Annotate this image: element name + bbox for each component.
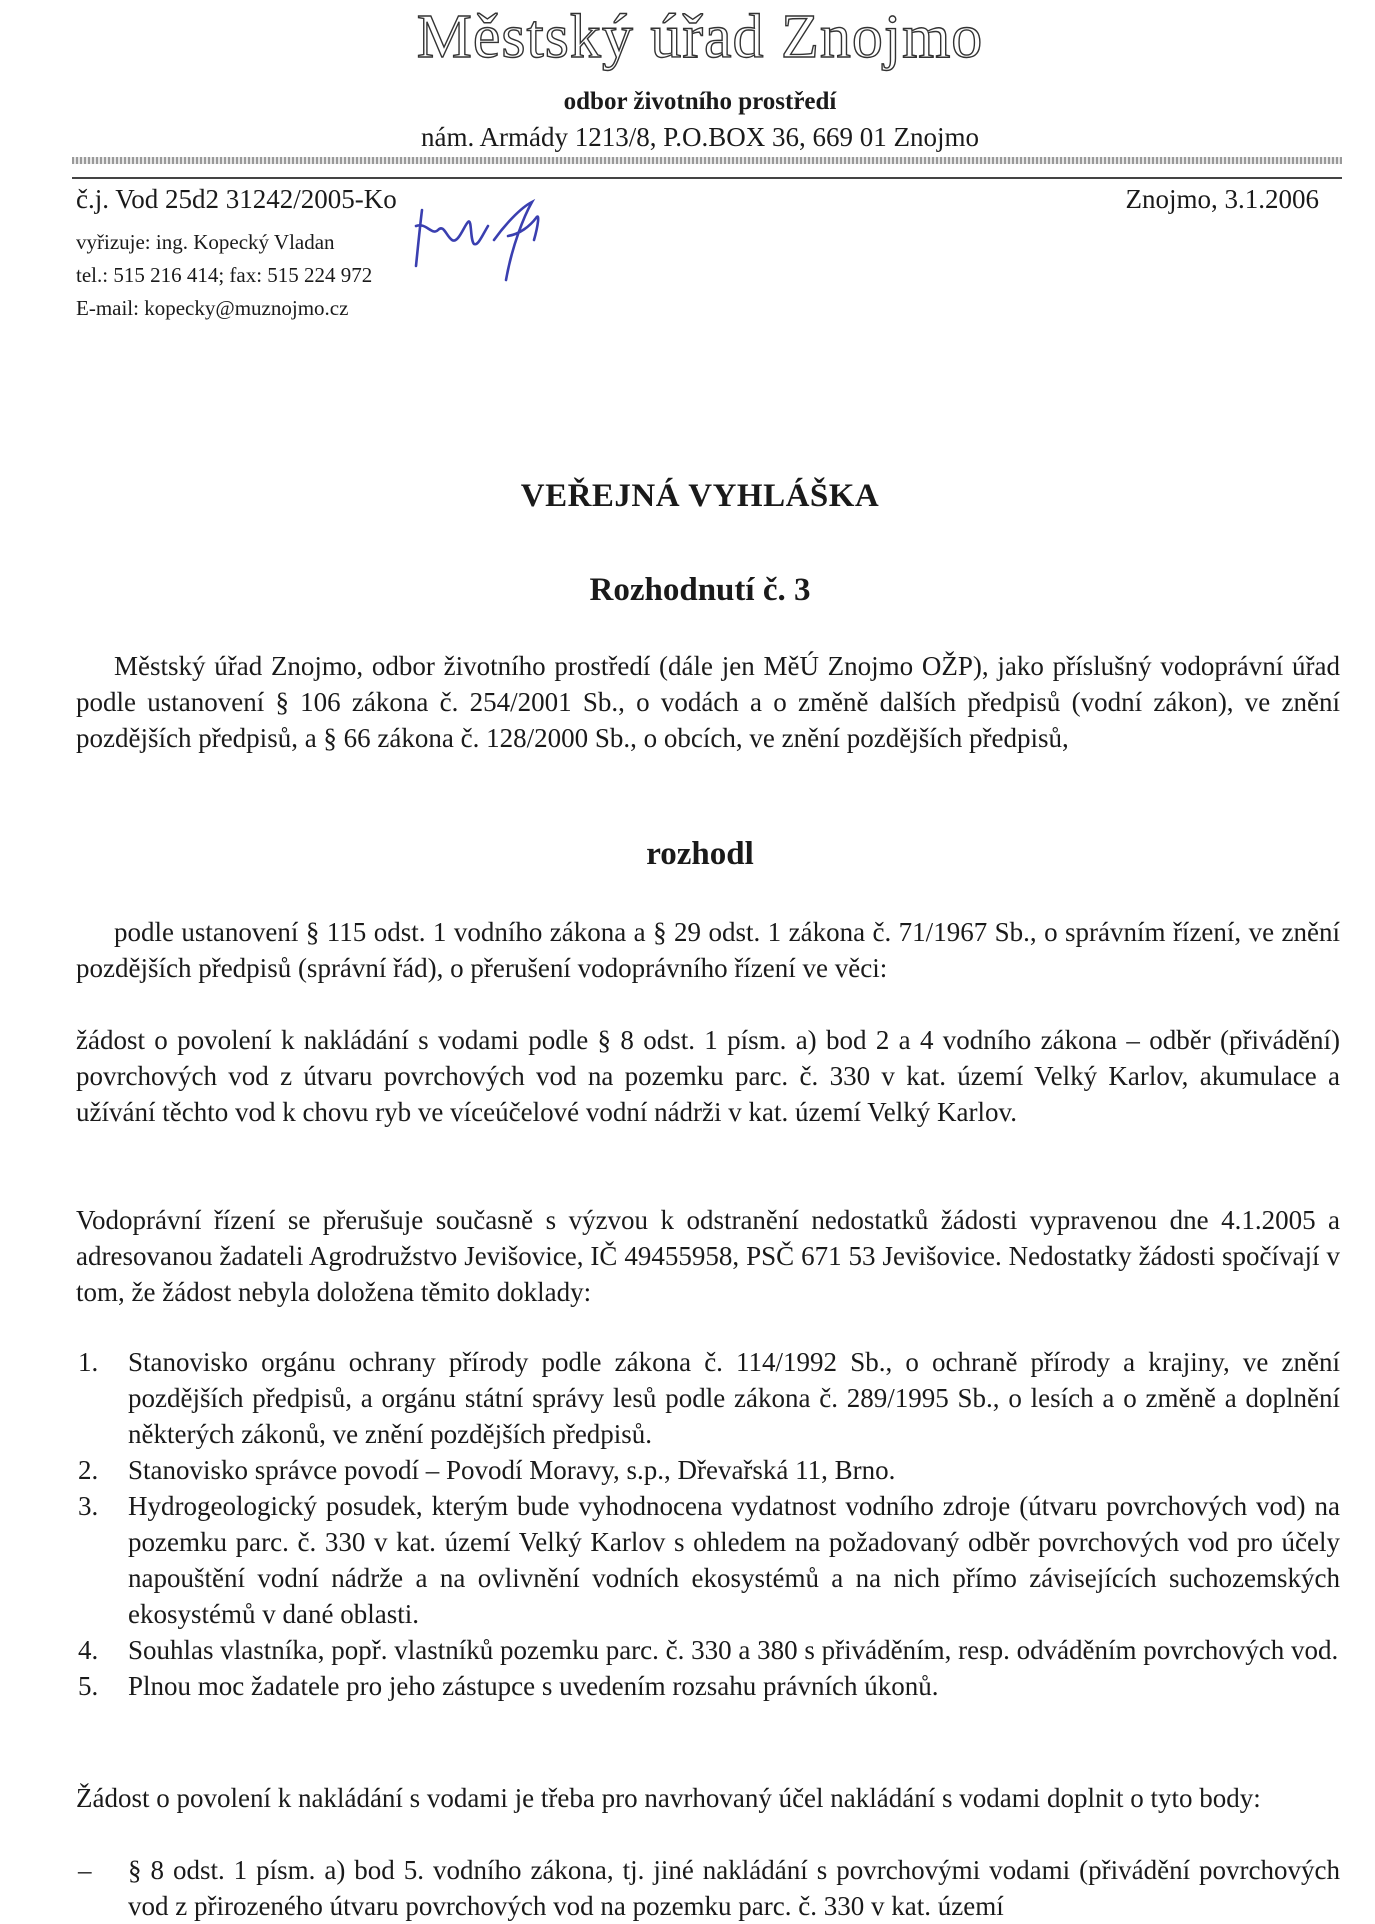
list-number: 5. bbox=[78, 1671, 99, 1701]
reference-number: č.j. Vod 25d2 31242/2005-Ko bbox=[76, 184, 397, 214]
list-text: § 8 odst. 1 písm. a) bod 5. vodního zákona, tj. jiné nakládání s povrchovými vodami (přivádění povrchových vod z přirozeného útvaru povrchových vod na pozemku parc. č. 330 v kat. území bbox=[128, 1855, 1340, 1921]
list-text: Hydrogeologický posudek, kterým bude vyhodnocena vydatnost vodního zdroje (útvaru povrchových vod) na pozemku parc. č. 330 v kat. území Velký Karlov s ohledem na požadovaný odběr povrchových vod pro účely napouštění vodní nádrže a na ovlivnění vodních ekosystémů a na nich přímo závisejících suchozemských ekosystémů v dané oblasti. bbox=[128, 1491, 1340, 1629]
handwritten-signature bbox=[408, 196, 568, 296]
contact-block bbox=[76, 226, 372, 325]
header-divider-dotted bbox=[72, 157, 1342, 164]
list-text: Plnou moc žadatele pro jeho zástupce s uvedením rozsahu právních úkonů. bbox=[128, 1671, 939, 1701]
org-name: Městský úřad Znojmo bbox=[416, 3, 984, 71]
legal-basis-paragraph: podle ustanovení § 115 odst. 1 vodního zákona a § 29 odst. 1 zákona č. 71/1967 Sb., o správním řízení, ve znění pozdějších předpisů (správní řád), o přerušení vodoprávního řízení ve věci: bbox=[76, 917, 1340, 983]
place-date: Znojmo, 3.1.2006 bbox=[1125, 184, 1319, 214]
list-item bbox=[76, 1488, 1340, 1632]
subject-paragraph: žádost o povolení k nakládání s vodami podle § 8 odst. 1 písm. a) bod 2 a 4 vodního zákona – odběr (přivádění) povrchových vod z útvaru povrchových vod na pozemku parc. č. 330 v kat. území Velký Karlov, akumulace a užívání těchto vod k chovu ryb ve víceúčelové vodní nádrži v kat. území Velký Karlov. bbox=[76, 1025, 1340, 1127]
list-number: 3. bbox=[78, 1491, 99, 1521]
list-text: Souhlas vlastníka, popř. vlastníků pozemku parc. č. 330 a 380 s přiváděním, resp. odváděním povrchových vod. bbox=[128, 1635, 1339, 1665]
email-line: E-mail: kopecky@muznojmo.cz bbox=[76, 296, 349, 320]
decided-heading: rozhodl bbox=[646, 836, 754, 872]
list-item bbox=[76, 1852, 1340, 1924]
list-number: 4. bbox=[78, 1635, 99, 1665]
intro-paragraph: Městský úřad Znojmo, odbor životního prostředí (dále jen MěÚ Znojmo OŽP), jako příslušný vodoprávní úřad podle ustanovení § 106 zákona č. 254/2001 Sb., o vodách a o změně dalších předpisů (vodní zákon), ve znění pozdějších předpisů, a § 66 zákona č. 128/2000 Sb., o obcích, ve znění pozdějších předpisů, bbox=[76, 651, 1340, 753]
supplement-paragraph: Žádost o povolení k nakládání s vodami je třeba pro navrhovaný účel nakládání s vodami doplnit o tyto body: bbox=[76, 1783, 1261, 1813]
list-item bbox=[76, 1668, 1340, 1704]
missing-documents-list bbox=[76, 1344, 1340, 1704]
interruption-paragraph: Vodoprávní řízení se přerušuje současně s výzvou k odstranění nedostatků žádosti vypravenou dne 4.1.2005 a adresovanou žadateli Agrodružstvo Jevišovice, IČ 49455958, PSČ 671 53 Jevišovice. Nedostatky žádosti spočívají v tom, že žádost nebyla doložena těmito doklady: bbox=[76, 1205, 1340, 1307]
list-item bbox=[76, 1344, 1340, 1452]
list-item bbox=[76, 1452, 1340, 1488]
list-number: 2. bbox=[78, 1455, 99, 1485]
list-text: Stanovisko orgánu ochrany přírody podle zákona č. 114/1992 Sb., o ochraně přírody a krajiny, ve znění pozdějších předpisů, a orgánu státní správy lesů podle zákona č. 289/1995 Sb., o lesích a o změně a doplnění některých zákonů, ve znění pozdějších předpisů. bbox=[128, 1347, 1340, 1449]
list-text: Stanovisko správce povodí – Povodí Moravy, s.p., Dřevařská 11, Brno. bbox=[128, 1455, 896, 1485]
header-divider bbox=[72, 177, 1342, 179]
notice-heading: VEŘEJNÁ VYHLÁŠKA bbox=[520, 478, 880, 514]
list-number: 1. bbox=[78, 1347, 99, 1377]
decision-heading: Rozhodnutí č. 3 bbox=[589, 572, 811, 608]
list-item bbox=[76, 1632, 1340, 1668]
phone-fax-line: tel.: 515 216 414; fax: 515 224 972 bbox=[76, 263, 373, 287]
department-name: odbor životního prostředí bbox=[563, 88, 837, 115]
handler-line: vyřizuje: ing. Kopecký Vladan bbox=[76, 230, 335, 254]
org-address: nám. Armády 1213/8, P.O.BOX 36, 669 01 Znojmo bbox=[421, 122, 979, 152]
dash-bullet: – bbox=[78, 1855, 92, 1885]
supplement-list bbox=[76, 1852, 1340, 1924]
